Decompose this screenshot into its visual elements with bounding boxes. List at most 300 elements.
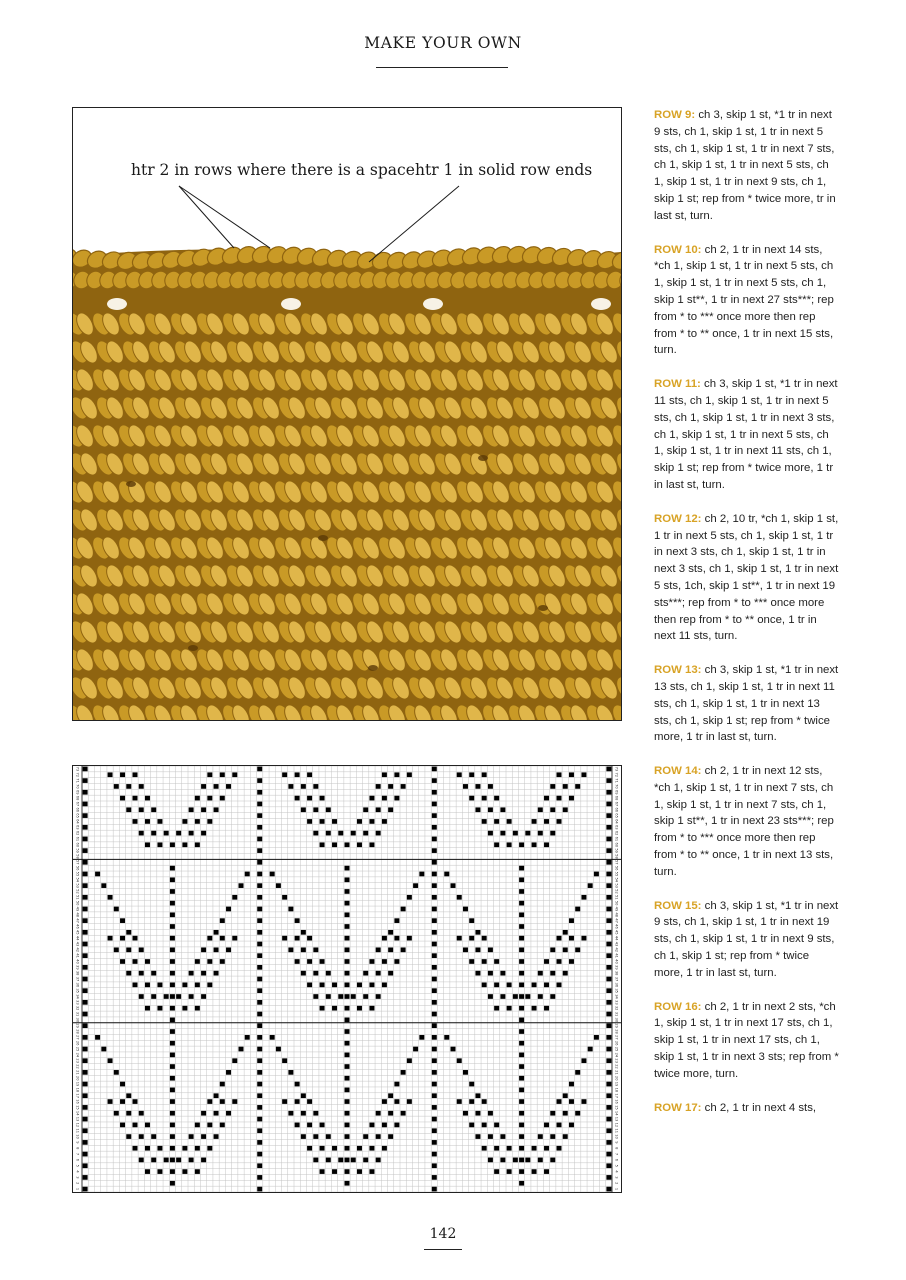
chart-filled-cell <box>207 959 212 964</box>
chart-filled-cell <box>307 819 312 824</box>
chart-filled-cell <box>332 983 337 988</box>
chart-filled-cell <box>257 767 262 772</box>
chart-filled-cell <box>606 895 611 900</box>
chart-row-number: 68 <box>614 795 619 801</box>
chart-filled-cell <box>257 848 262 853</box>
chart-filled-cell <box>606 825 611 830</box>
chart-filled-cell <box>432 1128 437 1133</box>
chart-filled-cell <box>475 930 480 935</box>
chart-row-number: 1 <box>614 1187 619 1191</box>
chart-row-number: 61 <box>614 836 619 842</box>
chart-filled-cell <box>519 983 524 988</box>
chart-filled-cell <box>482 983 487 988</box>
chart-filled-cell <box>232 895 237 900</box>
chart-filled-cell <box>519 1064 524 1069</box>
chart-row-number: 30 <box>75 1017 80 1023</box>
crochet-photo-illustration <box>73 108 621 720</box>
chart-filled-cell <box>432 1047 437 1052</box>
chart-filled-cell <box>164 994 169 999</box>
chart-row-number: 3 <box>75 1176 80 1179</box>
chart-filled-cell <box>257 1000 262 1005</box>
fabric-gap <box>368 665 378 671</box>
chart-row-number: 26 <box>75 1040 80 1046</box>
chart-filled-cell <box>145 819 150 824</box>
chart-filled-cell <box>401 784 406 789</box>
row-text: ch 2, 1 tr in next 4 sts, <box>704 1101 817 1114</box>
chart-filled-cell <box>257 872 262 877</box>
chart-filled-cell <box>120 1082 125 1087</box>
chart-filled-cell <box>114 784 119 789</box>
chart-filled-cell <box>345 947 350 952</box>
chart-filled-cell <box>563 1111 568 1116</box>
chart-filled-cell <box>201 994 206 999</box>
chart-filled-cell <box>338 994 343 999</box>
chart-filled-cell <box>594 1035 599 1040</box>
chart-filled-cell <box>326 971 331 976</box>
chart-filled-cell <box>345 959 350 964</box>
chart-row-number: 44 <box>75 935 80 941</box>
chart-filled-cell <box>475 1111 480 1116</box>
chart-filled-cell <box>151 807 156 812</box>
chart-filled-cell <box>151 831 156 836</box>
chart-row-number: 27 <box>614 1035 619 1040</box>
chart-row-number: 45 <box>75 930 80 935</box>
chart-filled-cell <box>170 994 175 999</box>
chart-filled-cell <box>295 1099 300 1104</box>
chart-filled-cell <box>164 1158 169 1163</box>
chart-row-number: 11 <box>75 1128 80 1134</box>
chart-filled-cell <box>550 1134 555 1139</box>
chart-filled-cell <box>432 848 437 853</box>
chart-row-number: 31 <box>614 1011 619 1017</box>
chart-filled-cell <box>606 778 611 783</box>
chart-filled-cell <box>201 807 206 812</box>
chart-filled-cell <box>307 796 312 801</box>
chart-filled-cell <box>606 977 611 982</box>
chain-space <box>107 298 127 310</box>
header-rule <box>376 67 508 68</box>
chart-filled-cell <box>345 1134 350 1139</box>
chart-row-number: 22 <box>614 1064 619 1069</box>
chart-filled-cell <box>519 1018 524 1023</box>
chart-filled-cell <box>170 1018 175 1023</box>
chart-filled-cell <box>345 842 350 847</box>
chart-filled-cell <box>276 1047 281 1052</box>
chart-filled-cell <box>519 1076 524 1081</box>
chart-filled-cell <box>507 842 512 847</box>
chart-row-number: 67 <box>75 801 80 807</box>
chart-row-number: 65 <box>75 813 80 818</box>
chart-filled-cell <box>575 1070 580 1075</box>
chart-filled-cell <box>226 1070 231 1075</box>
chart-row-number: 65 <box>614 813 619 818</box>
chart-filled-cell <box>170 1181 175 1186</box>
chart-filled-cell <box>282 936 287 941</box>
chart-filled-cell <box>469 1099 474 1104</box>
chart-filled-cell <box>494 959 499 964</box>
chart-filled-cell <box>257 1070 262 1075</box>
chart-filled-cell <box>220 918 225 923</box>
chart-filled-cell <box>432 988 437 993</box>
chart-filled-cell <box>207 1146 212 1151</box>
chart-row-number: 36 <box>75 982 80 988</box>
chart-filled-cell <box>170 1053 175 1058</box>
chart-filled-cell <box>301 807 306 812</box>
chart-filled-cell <box>413 1047 418 1052</box>
chart-row-number: 62 <box>75 830 80 836</box>
chart-filled-cell <box>345 866 350 871</box>
chart-filled-cell <box>126 1134 131 1139</box>
chart-filled-cell <box>457 772 462 777</box>
chart-filled-cell <box>488 1158 493 1163</box>
chart-filled-cell <box>407 936 412 941</box>
chart-filled-cell <box>376 831 381 836</box>
chart-row-number: 35 <box>75 988 80 993</box>
chart-filled-cell <box>519 877 524 882</box>
row-text: ch 2, 1 tr in next 2 sts, *ch 1, skip 1 st, 1 tr in next 17 sts, ch 1, skip 1 st, 1 tr in next 17 sts, ch 1, skip 1 st, 1 tr in next 3 sts; rep from * twice more, turn. <box>654 1000 839 1080</box>
chart-row-number: 13 <box>75 1116 80 1122</box>
chart-filled-cell <box>432 1000 437 1005</box>
row-instruction <box>654 999 840 1083</box>
row-instruction <box>654 242 840 360</box>
chart-filled-cell <box>114 1111 119 1116</box>
chart-filled-cell <box>494 1123 499 1128</box>
chart-filled-cell <box>376 807 381 812</box>
chart-filled-cell <box>301 971 306 976</box>
chart-filled-cell <box>544 1169 549 1174</box>
chart-filled-cell <box>83 1012 88 1017</box>
chart-filled-cell <box>226 907 231 912</box>
row-instruction <box>654 376 840 494</box>
chart-filled-cell <box>83 930 88 935</box>
chart-filled-cell <box>475 807 480 812</box>
chart-filled-cell <box>133 936 138 941</box>
chart-filled-cell <box>257 1163 262 1168</box>
chart-filled-cell <box>507 1006 512 1011</box>
chart-filled-cell <box>432 1012 437 1017</box>
chart-filled-cell <box>345 936 350 941</box>
chart-filled-cell <box>345 901 350 906</box>
row-text: ch 2, 10 tr, *ch 1, skip 1 st, 1 tr in next 5 sts, ch 1, skip 1 st, 1 tr in next 3 sts, ch 1, skip 1 st, 1 tr in next 3 sts, ch 1, skip 1 st, 1 tr in next 5 sts, 1ch, skip 1 st**, 1 tr in next 19 sts***; rep from * to *** once more then rep from * to ** once, 1 tr in next 11 sts, turn. <box>654 512 839 643</box>
chart-filled-cell <box>126 1111 131 1116</box>
chart-filled-cell <box>170 1064 175 1069</box>
chart-filled-cell <box>332 1006 337 1011</box>
chart-row-number: 22 <box>75 1064 80 1069</box>
chart-filled-cell <box>257 1105 262 1110</box>
chart-filled-cell <box>157 983 162 988</box>
chart-filled-cell <box>494 1146 499 1151</box>
chart-filled-cell <box>207 936 212 941</box>
chart-filled-cell <box>413 883 418 888</box>
chart-filled-cell <box>550 784 555 789</box>
chart-filled-cell <box>226 947 231 952</box>
chart-filled-cell <box>195 1006 200 1011</box>
chart-filled-cell <box>139 994 144 999</box>
chart-row-number: 28 <box>75 1029 80 1034</box>
chart-filled-cell <box>357 1146 362 1151</box>
chart-filled-cell <box>182 983 187 988</box>
chart-filled-cell <box>363 994 368 999</box>
chart-filled-cell <box>525 1158 530 1163</box>
chart-filled-cell <box>369 1169 374 1174</box>
row-label: ROW 13: <box>654 664 702 677</box>
chart-filled-cell <box>475 1134 480 1139</box>
chart-filled-cell <box>83 977 88 982</box>
chart-filled-cell <box>557 1099 562 1104</box>
chart-filled-cell <box>401 1070 406 1075</box>
chart-filled-cell <box>606 942 611 947</box>
chart-filled-cell <box>170 1088 175 1093</box>
chart-filled-cell <box>606 1070 611 1075</box>
chart-row-number: 69 <box>75 789 80 795</box>
chart-filled-cell <box>606 918 611 923</box>
chart-filled-cell <box>201 971 206 976</box>
chart-filled-cell <box>95 872 100 877</box>
chart-filled-cell <box>388 1111 393 1116</box>
chart-row-number: 30 <box>614 1017 619 1023</box>
chart-filled-cell <box>407 895 412 900</box>
chart-filled-cell <box>444 1035 449 1040</box>
chart-filled-cell <box>214 1093 219 1098</box>
chart-filled-cell <box>532 819 537 824</box>
chart-filled-cell <box>345 1146 350 1151</box>
row-text: ch 3, skip 1 st, *1 tr in next 13 sts, ch 1, skip 1 st, 1 tr in next 11 sts, ch 1, skip 1 st, 1 tr in next 13 sts, ch 1, skip 1 st; rep from * twice more, 1 tr in last st, turn. <box>654 664 839 744</box>
chart-filled-cell <box>550 1158 555 1163</box>
chart-filled-cell <box>532 1146 537 1151</box>
chart-filled-cell <box>220 772 225 777</box>
chart-filled-cell <box>557 936 562 941</box>
chart-row-number: 51 <box>75 895 80 900</box>
annotation-left-pointer-b <box>179 186 270 248</box>
chart-filled-cell <box>214 784 219 789</box>
chart-filled-cell <box>557 1146 562 1151</box>
chart-filled-cell <box>369 819 374 824</box>
chart-filled-cell <box>257 930 262 935</box>
chart-filled-cell <box>295 1082 300 1087</box>
chart-filled-cell <box>83 778 88 783</box>
chart-filled-cell <box>170 1146 175 1151</box>
chart-row-number: 12 <box>75 1122 80 1128</box>
chart-row-number: 52 <box>614 889 619 894</box>
chart-filled-cell <box>345 1181 350 1186</box>
chart-filled-cell <box>332 819 337 824</box>
chart-filled-cell <box>295 772 300 777</box>
chart-filled-cell <box>525 831 530 836</box>
chart-filled-cell <box>83 1140 88 1145</box>
chart-filled-cell <box>519 924 524 929</box>
chart-filled-cell <box>557 959 562 964</box>
chart-filled-cell <box>326 1134 331 1139</box>
chart-row-number: 50 <box>75 900 80 906</box>
chart-row-number: 71 <box>614 778 619 783</box>
chart-row-number: 23 <box>614 1058 619 1063</box>
chart-filled-cell <box>139 831 144 836</box>
chart-filled-cell <box>220 1123 225 1128</box>
chart-filled-cell <box>282 895 287 900</box>
chart-filled-cell <box>195 1169 200 1174</box>
chart-filled-cell <box>182 819 187 824</box>
chart-filled-cell <box>469 1123 474 1128</box>
chart-filled-cell <box>182 1006 187 1011</box>
chart-row-number: 32 <box>614 1005 619 1011</box>
chart-filled-cell <box>288 947 293 952</box>
chart-filled-cell <box>151 994 156 999</box>
chart-filled-cell <box>307 1123 312 1128</box>
chart-filled-cell <box>257 1152 262 1157</box>
chart-filled-cell <box>519 971 524 976</box>
annotation-left: htr 2 in rows where there is a space <box>131 161 415 179</box>
chart-filled-cell <box>382 772 387 777</box>
chart-filled-cell <box>519 1099 524 1104</box>
chart-filled-cell <box>500 994 505 999</box>
chart-filled-cell <box>363 971 368 976</box>
chart-filled-cell <box>257 825 262 830</box>
chart-filled-cell <box>83 1023 88 1028</box>
chart-row-number: 4 <box>614 1170 619 1173</box>
chart-filled-cell <box>394 1123 399 1128</box>
chart-filled-cell <box>257 1035 262 1040</box>
chart-row-number: 48 <box>75 912 80 918</box>
chart-filled-cell <box>126 1093 131 1098</box>
chart-filled-cell <box>575 907 580 912</box>
chart-filled-cell <box>133 772 138 777</box>
chart-filled-cell <box>313 1134 318 1139</box>
chart-filled-cell <box>214 1134 219 1139</box>
chart-filled-cell <box>494 1006 499 1011</box>
chart-row-number: 47 <box>75 918 80 923</box>
row-label: ROW 15: <box>654 899 702 912</box>
chart-filled-cell <box>108 895 113 900</box>
chart-filled-cell <box>557 1123 562 1128</box>
chart-row-number: 15 <box>614 1105 619 1110</box>
chart-filled-cell <box>257 1047 262 1052</box>
chart-filled-cell <box>170 1111 175 1116</box>
chart-filled-cell <box>326 994 331 999</box>
chart-filled-cell <box>157 842 162 847</box>
chart-filled-cell <box>376 1158 381 1163</box>
chart-filled-cell <box>606 1105 611 1110</box>
chart-filled-cell <box>500 831 505 836</box>
fabric-gap <box>318 535 328 541</box>
chart-filled-cell <box>320 819 325 824</box>
chart-filled-cell <box>220 1082 225 1087</box>
chart-filled-cell <box>139 784 144 789</box>
row-label: ROW 16: <box>654 1000 702 1013</box>
chart-row-number: 41 <box>75 953 80 958</box>
chart-filled-cell <box>407 772 412 777</box>
chart-row-number: 66 <box>614 807 619 813</box>
chart-filled-cell <box>83 813 88 818</box>
chart-row-number: 11 <box>614 1128 619 1134</box>
chart-row-number: 7 <box>614 1152 619 1156</box>
row-text: ch 3, skip 1 st, *1 tr in next 9 sts, ch 1, skip 1 st, 1 tr in next 5 sts, ch 1, skip 1 st, 1 tr in next 7 sts, ch 1, skip 1 st, 1 tr in next 5 sts, ch 1, skip 1 st, 1 tr in next 9 sts, ch 1, skip 1 st; rep from * twice more, tr in last st, turn. <box>654 109 836 222</box>
chart-row-number: 38 <box>614 970 619 976</box>
chart-filled-cell <box>201 784 206 789</box>
chart-filled-cell <box>288 907 293 912</box>
chart-row-number: 55 <box>75 871 80 877</box>
chart-filled-cell <box>606 1023 611 1028</box>
chart-filled-cell <box>457 936 462 941</box>
chart-filled-cell <box>569 959 574 964</box>
chart-filled-cell <box>313 994 318 999</box>
chart-filled-cell <box>563 930 568 935</box>
chart-filled-cell <box>257 837 262 842</box>
chart-filled-cell <box>369 959 374 964</box>
chart-row-number: 4 <box>75 1170 80 1173</box>
chart-filled-cell <box>432 930 437 935</box>
chart-filled-cell <box>83 790 88 795</box>
chart-filled-cell <box>363 807 368 812</box>
chart-row-number: 61 <box>75 836 80 842</box>
chart-row-number: 35 <box>614 988 619 993</box>
chart-filled-cell <box>519 994 524 999</box>
chart-filled-cell <box>170 1099 175 1104</box>
fabric-gap <box>126 481 136 487</box>
chart-filled-cell <box>538 1134 543 1139</box>
chart-filled-cell <box>519 1181 524 1186</box>
chart-filled-cell <box>544 842 549 847</box>
chart-filled-cell <box>307 1099 312 1104</box>
chart-filled-cell <box>145 1146 150 1151</box>
chart-filled-cell <box>176 994 181 999</box>
chart-filled-cell <box>581 936 586 941</box>
chart-filled-cell <box>394 959 399 964</box>
chart-filled-cell <box>401 907 406 912</box>
chart-filled-cell <box>320 1006 325 1011</box>
chart-filled-cell <box>170 1041 175 1046</box>
chart-filled-cell <box>532 842 537 847</box>
chart-row-number: 38 <box>75 970 80 976</box>
chart-filled-cell <box>257 1093 262 1098</box>
chart-row-number: 57 <box>75 859 80 865</box>
chart-filled-cell <box>388 784 393 789</box>
chart-filled-cell <box>295 1123 300 1128</box>
chart-filled-cell <box>519 1158 524 1163</box>
chart-filled-cell <box>83 907 88 912</box>
chart-row-number: 17 <box>75 1093 80 1099</box>
chart-filled-cell <box>207 772 212 777</box>
chart-row-number: 51 <box>614 895 619 900</box>
chart-filled-cell <box>538 994 543 999</box>
chart-filled-cell <box>257 1082 262 1087</box>
chart-filled-cell <box>488 947 493 952</box>
chart-filled-cell <box>83 988 88 993</box>
chart-row-number: 70 <box>614 784 619 789</box>
chart-filled-cell <box>295 959 300 964</box>
chart-filled-cell <box>257 977 262 982</box>
chart-filled-cell <box>407 1058 412 1063</box>
chart-filled-cell <box>432 1023 437 1028</box>
chart-row-number: 46 <box>614 924 619 929</box>
chart-filled-cell <box>351 994 356 999</box>
chart-filled-cell <box>432 942 437 947</box>
chart-row-number: 19 <box>75 1081 80 1087</box>
chart-filled-cell <box>83 1000 88 1005</box>
chart-filled-cell <box>257 802 262 807</box>
chart-filled-cell <box>394 1082 399 1087</box>
chart-row-number: 42 <box>614 947 619 953</box>
chart-filled-cell <box>214 971 219 976</box>
chart-filled-cell <box>239 883 244 888</box>
chart-filled-cell <box>519 1111 524 1116</box>
chart-filled-cell <box>295 918 300 923</box>
chart-row-number: 27 <box>75 1035 80 1040</box>
chart-filled-cell <box>569 918 574 923</box>
chart-row-number: 29 <box>614 1023 619 1028</box>
chart-filled-cell <box>313 971 318 976</box>
page-header: MAKE YOUR OWN <box>364 34 522 52</box>
chart-row-number: 36 <box>614 982 619 988</box>
